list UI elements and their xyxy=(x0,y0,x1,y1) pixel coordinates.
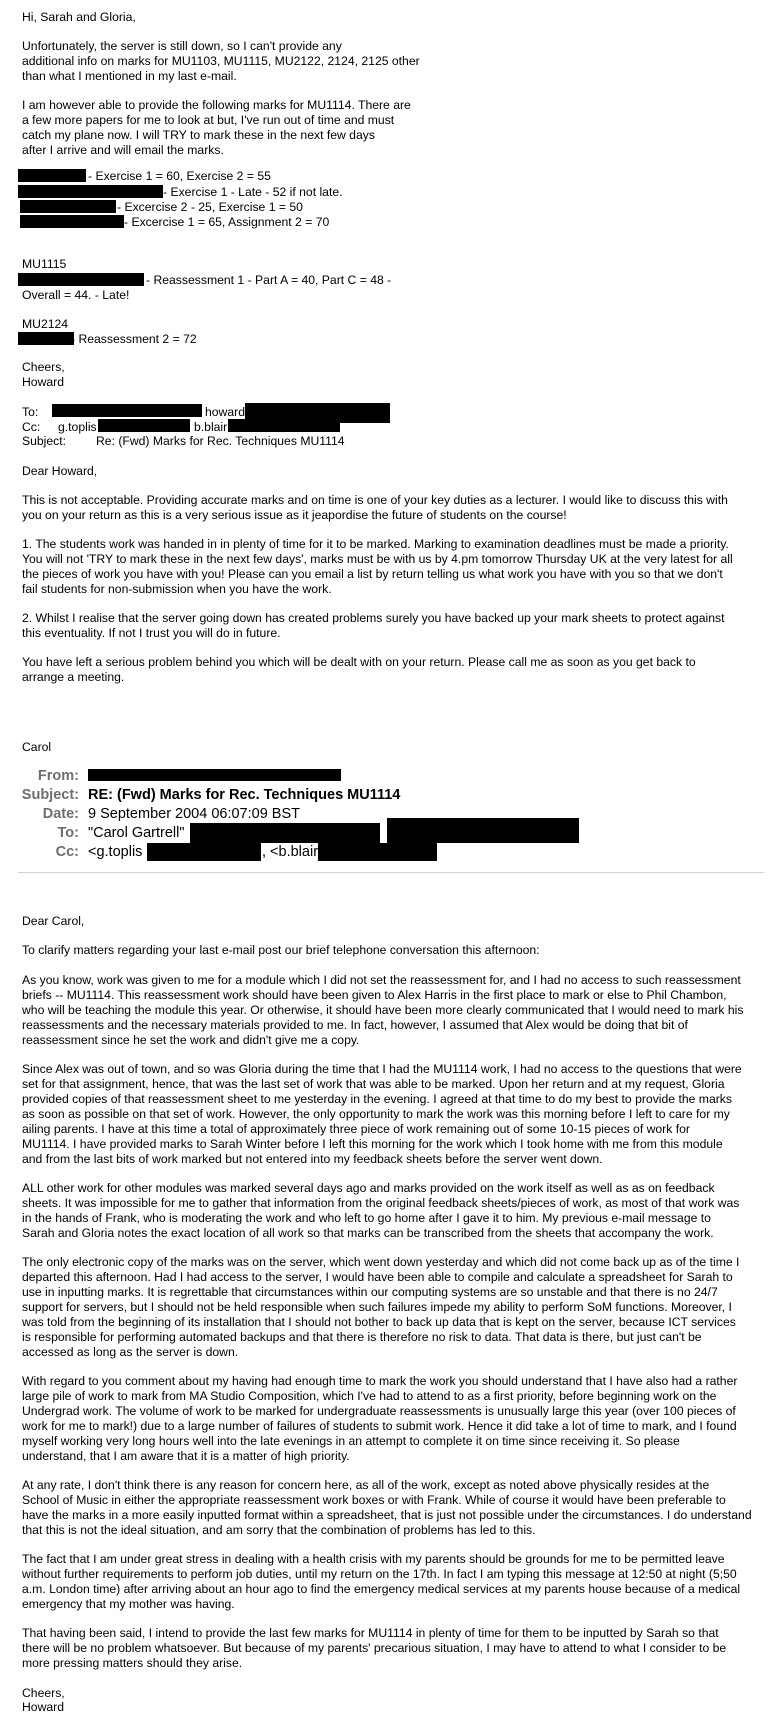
signoff: Cheers, xyxy=(22,360,65,374)
body-line: The fact that I am under great stress in dealing with a health crisis with my parents should be grounds for me to be permitted leave xyxy=(22,1552,725,1566)
body-line: Undergrad work. The volume of work to be marked for undergraduate reassessments is unusually large this year (over 100 pieces of xyxy=(22,1404,736,1418)
redaction-bar xyxy=(318,843,437,861)
redaction-bar xyxy=(228,419,340,432)
to-address[interactable]: "Carol Gartrell" xyxy=(88,825,185,841)
body-line: As you know, work was given to me for a module which I did not set the reassessment for, and I had no access to such reassessment xyxy=(22,973,741,987)
body-line: That having been said, I intend to provide the last few marks for MU1114 in plenty of time for them to be inputted by Sarah so that xyxy=(22,1626,719,1640)
subject-label: Subject: xyxy=(21,787,79,803)
date-text: 9 September 2004 06:07:09 BST xyxy=(88,806,301,822)
subject-text: Re: (Fwd) Marks for Rec. Techniques MU1114 xyxy=(96,434,345,448)
body-line: a.m. London time) after arriving about an hour ago to find the emergency medical services at my parents house because of a medical xyxy=(22,1582,741,1596)
body-line: there will be no problem whatsoever. But because of my parents' precarious situation, I may have to attend to what I consider to be xyxy=(22,1641,727,1655)
cc-address[interactable]: b.blair xyxy=(194,420,228,434)
to-label: To: xyxy=(22,405,39,419)
header-divider xyxy=(18,872,764,873)
body-line: this eventuality. If not I trust you will do in future. xyxy=(22,626,281,640)
body-line: MU1114. I have provided marks to Sarah Winter before I left this morning for the work which I took home with me from this module xyxy=(22,1137,723,1151)
body-line: I am however able to provide the following marks for MU1114. There are xyxy=(22,98,411,112)
signoff: Howard xyxy=(22,375,64,389)
mark-line: - Reassessment 2 = 72 xyxy=(71,332,197,346)
body-line: Sarah and Gloria notes the exact location of all work so that marks can be transcribed from the sheets that accompany the work. xyxy=(22,1226,714,1240)
mark-line: Overall = 44. - Late! xyxy=(22,288,130,302)
body-line: reassessments and the necessary materials provided to me. In fact, however, I assumed that Alex would be doing that bit of xyxy=(22,1018,688,1032)
subject-label: Subject: xyxy=(22,434,67,448)
body-line: emergency that my mother was having. xyxy=(22,1597,235,1611)
body-line: is responsible for performing automated backups and that there is therefore no risk to data. That data is there, but just can't be xyxy=(22,1330,702,1344)
greeting: Hi, Sarah and Gloria, xyxy=(22,10,136,24)
body-line: ailing parents. I have at this time a total of approximately three piece of work remaining out of some 10-15 pieces of work for xyxy=(22,1122,690,1136)
redaction-bar xyxy=(20,200,116,213)
body-line: understand, that I am aware that it is a matter of high priority. xyxy=(22,1449,350,1463)
redaction-bar xyxy=(98,419,190,432)
greeting: Dear Howard, xyxy=(22,464,98,478)
body-line: Unfortunately, the server is still down, so I can't provide any xyxy=(22,39,342,53)
body-line: provided copies of that reassessment sheet to me yesterday in the evening. I agreed at that time to do my best to provide the marks xyxy=(22,1092,732,1106)
from-label: From: xyxy=(37,768,79,784)
body-line: myself working very long hours well into the late evenings in an attempt to complete it on time since receiving it. So please xyxy=(22,1434,680,1448)
body-line: and from the last bits of work marked but not entered into my feedback sheets before the server went down. xyxy=(22,1152,603,1166)
body-line: large pile of work to mark from MA Studio Composition, which I've had to attend to as a first priority, before beginning work on the xyxy=(22,1389,717,1403)
greeting: Dear Carol, xyxy=(22,914,85,928)
redaction-bar xyxy=(20,215,124,228)
body-line: briefs -- MU1114. This reassessment work should have been given to Alex Harris in the first place to mark or else to Phil Chambon, xyxy=(22,988,727,1002)
body-line: With regard to you comment about my having had enough time to mark the work you should understand that I have also had a rather xyxy=(22,1374,738,1388)
cc-address[interactable]: , <b.blair xyxy=(262,844,319,860)
body-line: that this is not the ideal situation, and am sorry that the combination of problems has led to this. xyxy=(22,1523,536,1537)
mark-line: - Excercise 2 - 25, Exercise 1 = 50 xyxy=(117,200,303,214)
redaction-bar xyxy=(387,818,579,843)
body-line: 2. Whilst I realise that the server going down has created problems surely you have backed up your mark sheets to protect against xyxy=(22,611,725,625)
body-line: sheets. It was impossible for me to gather that information from the original feedback sheets/pieces of work, as most of that work was xyxy=(22,1196,740,1210)
redaction-bar xyxy=(18,169,86,182)
module-heading: MU2124 xyxy=(22,317,69,331)
body-line: catch my plane now. I will TRY to mark these in the next few days xyxy=(22,128,375,142)
subject-text: RE: (Fwd) Marks for Rec. Techniques MU1114 xyxy=(88,787,401,803)
body-line: departed this afternoon. Had I had access to the server, I would have been able to compile and calculate a spreadsheet for Sarah to xyxy=(22,1270,733,1284)
body-line: as soon as possible on that set of work. However, the only opportunity to mark the work was this morning before I left to care for my xyxy=(22,1107,730,1121)
module-heading: MU1115 xyxy=(22,257,67,271)
body-line: you on your return as this is a very serious issue as it jeapordise the future of students on the course! xyxy=(22,508,567,522)
body-line: a few more papers for me to look at but, I've run out of time and must xyxy=(22,113,395,127)
body-line: additional info on marks for MU1103, MU1115, MU2122, 2124, 2125 other xyxy=(22,54,420,68)
body-line: You have left a serious problem behind you which will be dealt with on your return. Please call me as soon as you get back to xyxy=(22,655,696,669)
redaction-bar xyxy=(18,185,163,198)
body-line: set for that assignment, hence, that was the last set of work that was able to be marked. Upon her return and at my request, Gloria xyxy=(22,1077,725,1091)
redaction-bar xyxy=(18,273,144,286)
body-line: fail students for non-submission when you have the work. xyxy=(22,582,332,596)
to-label: To: xyxy=(57,825,79,841)
signoff: Cheers, xyxy=(22,1686,65,1700)
cc-address[interactable]: g.toplis xyxy=(58,420,97,434)
cc-label: Cc: xyxy=(22,420,41,434)
body-line: The only electronic copy of the marks was on the server, which went down yesterday and which did not come back up as of the time I xyxy=(22,1255,740,1269)
redaction-bar xyxy=(52,404,202,417)
body-line: reassessment since he set the work and didn't give me a copy. xyxy=(22,1033,360,1047)
signoff: Carol xyxy=(22,740,52,754)
cc-label: Cc: xyxy=(55,844,79,860)
mark-line: - Exercise 1 = 60, Exercise 2 = 55 xyxy=(88,169,271,183)
mark-line: - Exercise 1 - Late - 52 if not late. xyxy=(163,185,343,199)
redaction-bar xyxy=(147,843,261,861)
body-line: support for servers, but I should not be held responsible when such failures impede my ability to perform SoM functions. Moreover, I xyxy=(22,1300,732,1314)
body-line: arrange a meeting. xyxy=(22,670,125,684)
body-line: This is not acceptable. Providing accurate marks and on time is one of your key duties as a lecturer. I would like to discuss this with xyxy=(22,493,728,507)
body-line: 1. The students work was handed in in plenty of time for it to be marked. Marking to examination deadlines must be made a priority. xyxy=(22,537,729,551)
body-line: ALL other work for other modules was marked several days ago and marks provided on the work itself as well as as on feedback xyxy=(22,1181,715,1195)
date-label: Date: xyxy=(42,806,79,822)
body-line: To clarify matters regarding your last e-mail post our brief telephone conversation this afternoon: xyxy=(22,943,540,957)
body-line: was told from the beginning of its installation that I should not bother to back up data that is kept on the server, because ICT services xyxy=(22,1315,736,1329)
body-line: Since Alex was out of town, and so was Gloria during the time that I had the MU1114 work, I had no access to the questions that were xyxy=(22,1062,742,1076)
body-line: who will be teaching the module this year. Or otherwise, it should have been more clearly communicated that I would need to mark his xyxy=(22,1003,744,1017)
body-line: than what I mentioned in my last e-mail. xyxy=(22,69,237,83)
body-line: At any rate, I don't think there is any reason for concern here, as all of the work, except as noted above physically resides at the xyxy=(22,1478,710,1492)
body-line: You will not 'TRY to mark these in the next few days', marks must be with us by 4.pm tomorrow Thursday UK at the very latest for all xyxy=(22,552,733,566)
body-line: more pressing matters should they arise. xyxy=(22,1656,243,1670)
body-line: without further requirements to perform job duties, until my return on the 17th. In fact I am typing this message at 12:50 at night (5;50 xyxy=(22,1567,737,1581)
mark-line: - Reassessment 1 - Part A = 40, Part C = 48 - xyxy=(146,273,392,287)
cc-address[interactable]: <g.toplis xyxy=(88,844,143,860)
to-address[interactable]: howard xyxy=(205,405,245,419)
signoff: Howard xyxy=(22,1700,64,1714)
body-line: work for me to mark!) due to a large number of failures of students to submit work. Hence it did take a lot of time to mark, and I found xyxy=(22,1419,737,1433)
mark-line: - Excercise 1 = 65, Assignment 2 = 70 xyxy=(124,215,330,229)
body-line: in the hands of Frank, who is moderating the work and who left to go home after I gave it to him. My previous e-mail message to xyxy=(22,1211,711,1225)
body-line: use in inputting marks. It is regrettable that circumstances within our computing systems are so unstable and that there is no 24/7 xyxy=(22,1285,718,1299)
body-line: have the marks in a more easily inputted format within a spreadsheet, that is just not possible under the circumstances. I do understand xyxy=(22,1508,752,1522)
redaction-bar xyxy=(18,332,74,345)
body-line: accessed as long as the server is down. xyxy=(22,1345,239,1359)
redaction-bar xyxy=(190,823,380,843)
body-line: the pieces of work you have with you! Please can you email a list by return telling us what work you have with you so that we don't xyxy=(22,567,723,581)
redaction-bar xyxy=(88,769,341,781)
body-line: after I arrive and will email the marks. xyxy=(22,143,224,157)
body-line: School of Music in either the appropriate reassessment work boxes or with Frank. While of course it would have been preferable to xyxy=(22,1493,726,1507)
